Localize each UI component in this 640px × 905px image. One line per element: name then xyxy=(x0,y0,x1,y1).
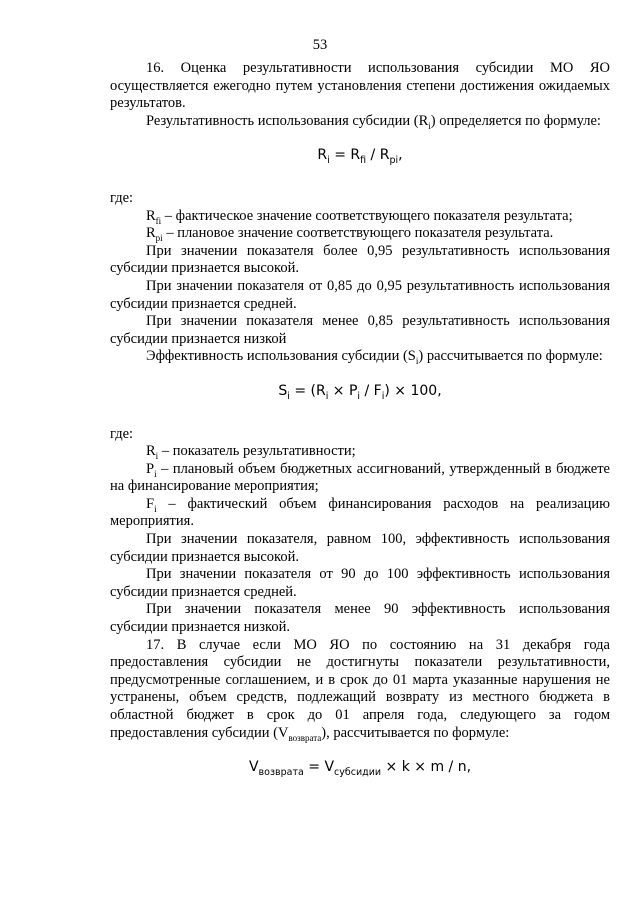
text: Эффективность использования субсидии (S xyxy=(146,348,416,365)
definition-text: – показатель результативности; xyxy=(158,443,356,460)
where-label: где: xyxy=(110,189,134,206)
definition-text: – фактический объем финансирования расходов на реализацию мероприятия. xyxy=(110,495,610,530)
symbol: R xyxy=(146,443,156,460)
formula-ri xyxy=(110,147,610,165)
document-body xyxy=(110,60,610,802)
formula-sub: субсидии xyxy=(334,766,382,778)
formula-sub: fi xyxy=(360,155,367,167)
page-number: 53 xyxy=(312,37,328,53)
paragraph-16: 16. Оценка результативности использования субсидии МО ЯО осуществляется ежегодно путем установления степени достижения ожидаемых результатов. xyxy=(110,60,610,112)
formula-part: = (R xyxy=(289,382,326,399)
paragraph-medium: При значении показателя от 0,85 до 0,95 результативность использования субсидии признается средней. xyxy=(110,277,610,312)
symbol: R xyxy=(146,225,156,242)
formula-sub: pi xyxy=(389,155,399,167)
paragraph-effectiveness-formula-intro xyxy=(110,113,610,131)
formula-v-return xyxy=(110,759,610,777)
formula-part: / F xyxy=(360,382,382,399)
formula-part: = V xyxy=(303,759,335,776)
definition-ri xyxy=(110,443,610,461)
symbol: R xyxy=(146,207,156,224)
definition-text: – плановое значение соответствующего показателя результата. xyxy=(162,225,554,242)
symbol-sub: i xyxy=(155,450,159,461)
formula-part: = R xyxy=(329,147,361,164)
definition-rpi xyxy=(110,225,610,243)
formula-sub: i xyxy=(325,390,329,402)
formula-part: × P xyxy=(328,382,358,399)
where-label: где: xyxy=(110,425,134,442)
paragraph-17 xyxy=(110,637,610,743)
text: ) рассчитывается по формуле: xyxy=(418,348,603,365)
symbol: P xyxy=(146,460,155,477)
paragraph-eff-medium: При значении показателя от 90 до 100 эффективность использования субсидии признается средней. xyxy=(110,566,610,600)
subscript: возврата xyxy=(288,732,322,743)
subscript: i xyxy=(428,120,431,131)
text: Результативность использования субсидии (R xyxy=(146,112,429,129)
formula-part: / R xyxy=(366,147,390,164)
definition-rfi xyxy=(110,208,610,226)
symbol-sub: i xyxy=(154,503,157,514)
formula-si xyxy=(110,383,610,401)
formula-part: , xyxy=(398,147,403,164)
paragraph-efficiency-formula-intro xyxy=(110,348,610,366)
paragraph-eff-low: При значении показателя менее 90 эффективность использования субсидии признается низкой. xyxy=(110,601,610,636)
definition-pi xyxy=(110,461,610,496)
definition-text: – фактическое значение соответствующего показателя результата; xyxy=(161,207,573,224)
paragraph-low: При значении показателя менее 0,85 результативность использования субсидии признается низкой xyxy=(110,313,610,347)
formula-part: R xyxy=(317,147,328,164)
formula-part: ) × 100, xyxy=(384,382,442,399)
formula-sub: i xyxy=(357,390,361,402)
paragraph-high: При значении показателя более 0,95 результативность использования субсидии признается высокой. xyxy=(110,242,610,277)
formula-sub: i xyxy=(327,155,330,167)
symbol: F xyxy=(146,495,155,512)
text: ), рассчитывается по формуле: xyxy=(321,724,510,741)
subscript: i xyxy=(415,356,419,367)
definition-fi xyxy=(110,496,610,531)
formula-sub: возврата xyxy=(258,766,304,778)
formula-part: V xyxy=(248,759,259,776)
symbol-sub: pi xyxy=(155,233,163,244)
symbol-sub: fi xyxy=(155,215,162,226)
text: 17. В случае если МО ЯО по состоянию на 31 декабря года предоставления субсидии не достигнуты показатели результативности, предусмотренные соглашением, и в срок до 01 марта указанные нарушения не устранены, объем средств, подлежащий возврату из местного бюджета в областной бюджет в срок до 01 апреля года, следующего за годом предоставления субсидии (V xyxy=(110,636,610,741)
formula-part: S xyxy=(278,382,288,399)
text: ) определяется по формуле: xyxy=(430,112,601,129)
symbol-sub: i xyxy=(154,468,157,479)
paragraph-eff-high: При значении показателя, равном 100, эффективность использования субсидии признается высокой. xyxy=(110,531,610,565)
formula-sub: i xyxy=(287,390,290,402)
formula-sub: i xyxy=(381,390,385,402)
formula-part: × k × m / n, xyxy=(381,759,472,776)
definition-text: – плановый объем бюджетных ассигнований, утвержденный в бюджете на финансирование мероприятия; xyxy=(110,460,610,495)
